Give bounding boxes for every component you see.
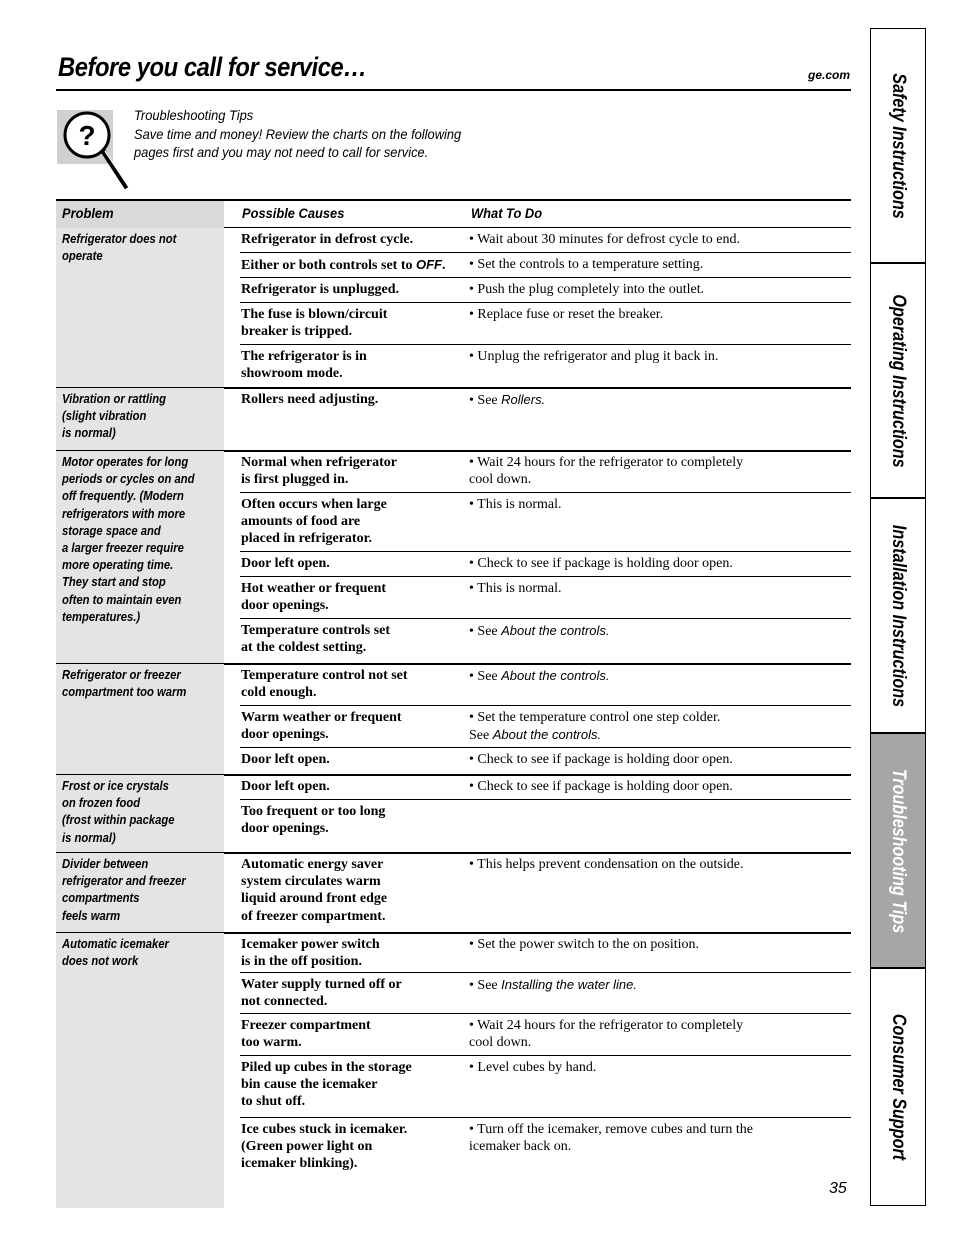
section-reference: Rollers: [501, 392, 542, 407]
possible-cause: Refrigerator in defrost cycle.: [241, 232, 414, 247]
problem-text: Automatic icemaker does not work: [62, 937, 169, 969]
side-tab-safety-instructions[interactable]: [871, 29, 925, 264]
what-to-do-text: • Push the plug completely into the outlet.: [469, 282, 705, 297]
row-divider: [240, 1117, 851, 1118]
what-to-do: [469, 580, 562, 597]
what-to-do-prefix: • See: [469, 669, 502, 684]
row-divider: [240, 576, 851, 577]
intro-line-2: pages first and you may not need to call for service.: [134, 144, 429, 160]
possible-cause: Often occurs when large amounts of food are placed in refrigerator.: [241, 497, 387, 547]
what-to-do-text: • Check to see if package is holding door open.: [469, 752, 733, 767]
section-reference: About the controls: [501, 668, 606, 683]
what-to-do-text: • Check to see if package is holding door open.: [469, 556, 733, 571]
intro-line-1: Save time and money! Review the charts on the following: [134, 125, 462, 142]
problem-text: Motor operates for long periods or cycles on and off frequently. (Modern refrigerators with more storage space and a larger freezer require more operating time. They start and stop often to maintain even temperatures.): [62, 455, 195, 624]
section-reference: About the controls: [501, 623, 606, 638]
possible-cause: Warm weather or frequent door openings.: [241, 710, 402, 743]
possible-cause: Automatic energy saver system circulates warm liquid around front edge of freezer compartment.: [241, 857, 388, 924]
possible-cause: Refrigerator is unplugged.: [241, 282, 400, 297]
possible-cause: The refrigerator is in showroom mode.: [241, 349, 367, 382]
what-to-do: [469, 281, 704, 298]
side-tab-label: Consumer Support: [888, 1013, 909, 1161]
possible-cause: Ice cubes stuck in icemaker. (Green power light on icemaker blinking).: [241, 1122, 408, 1172]
row-divider: [240, 747, 851, 748]
what-to-do-text: • Set the controls to a temperature setting.: [469, 257, 704, 272]
what-to-do: [469, 496, 562, 513]
what-to-do: [469, 1121, 753, 1155]
problem-text: Divider between refrigerator and freezer compartments feels warm: [62, 857, 186, 923]
problem-cell-bg: [56, 933, 224, 1208]
header-what-to-do: What To Do: [471, 205, 543, 221]
what-to-do-text: • Set the power switch to the on position.: [469, 937, 700, 952]
what-to-do-prefix: See: [469, 728, 493, 744]
what-to-do: [469, 622, 610, 640]
what-to-do-text: • Replace fuse or reset the breaker.: [469, 307, 664, 322]
section-tabs: [870, 28, 926, 1206]
what-to-do-text: • This is normal.: [469, 581, 562, 596]
page-number: 35: [829, 1180, 847, 1197]
possible-cause: Too frequent or too long door openings.: [241, 804, 386, 837]
what-to-do: [469, 454, 743, 488]
possible-cause: Piled up cubes in the storage bin cause the icemaker to shut off.: [241, 1060, 412, 1110]
side-tab-installation-instructions[interactable]: [871, 499, 925, 734]
row-divider: [240, 551, 851, 552]
row-divider: [240, 972, 851, 973]
side-tab-label: Troubleshooting Tips: [888, 768, 909, 933]
row-divider: [240, 277, 851, 278]
svg-text:?: ?: [78, 120, 96, 151]
what-to-do-text: • Wait 24 hours for the refrigerator to completely cool down.: [469, 1018, 744, 1051]
what-to-do-text: • Wait about 30 minutes for defrost cycle to end.: [469, 232, 741, 247]
possible-cause: The fuse is blown/circuit breaker is tripped.: [241, 307, 388, 340]
side-tab-troubleshooting-tips[interactable]: [871, 734, 925, 969]
what-to-do-text: • Set the temperature control one step colder.: [469, 710, 721, 725]
what-to-do: [469, 936, 699, 953]
side-tab-label: Installation Instructions: [888, 524, 909, 707]
header-rule: [56, 89, 851, 91]
row-divider: [240, 302, 851, 303]
what-to-do: [469, 231, 740, 248]
what-to-do: [469, 976, 637, 994]
what-to-do: [469, 555, 733, 572]
possible-cause: Freezer compartment too warm.: [241, 1018, 371, 1051]
possible-cause: Rollers need adjusting.: [241, 392, 379, 407]
what-to-do-text: • Wait 24 hours for the refrigerator to completely cool down.: [469, 455, 744, 488]
magnifier-question-icon: [57, 108, 133, 190]
what-to-do: [469, 306, 663, 323]
side-tab-label: Operating Instructions: [888, 293, 909, 468]
problem-text: Frost or ice crystals on frozen food (frost within package is normal): [62, 779, 175, 845]
what-to-do: [469, 856, 743, 873]
what-to-do-prefix: • See: [469, 393, 502, 408]
what-to-do: [469, 709, 720, 744]
possible-cause: Either or both controls set to OFF.: [241, 257, 446, 273]
what-to-do: [469, 1017, 743, 1051]
possible-cause: Icemaker power switch is in the off position.: [241, 937, 380, 970]
site-url: ge.com: [807, 68, 850, 82]
reference-period: .: [541, 392, 546, 407]
possible-cause: Temperature controls set at the coldest setting.: [241, 623, 391, 656]
table-header: [56, 199, 851, 228]
possible-cause: Temperature control not set cold enough.: [241, 668, 408, 701]
row-divider: [240, 705, 851, 706]
possible-cause: Water supply turned off or not connected.: [241, 977, 402, 1010]
what-to-do-text: • Check to see if package is holding door open.: [469, 779, 733, 794]
what-to-do-text: • This is normal.: [469, 497, 562, 512]
row-divider: [240, 799, 851, 800]
header-problem: Problem: [62, 205, 114, 221]
problem-text: Refrigerator or freezer compartment too warm: [62, 668, 187, 700]
possible-cause: Door left open.: [241, 779, 330, 794]
what-to-do: [469, 391, 545, 409]
side-tab-consumer-support[interactable]: [871, 969, 925, 1205]
header-possible-causes: Possible Causes: [242, 205, 345, 221]
intro-heading: Troubleshooting Tips: [134, 107, 254, 123]
reference-period: .: [605, 623, 610, 638]
problem-text: Vibration or rattling (slight vibration is normal): [62, 392, 166, 441]
page-title: Before you call for service…: [58, 52, 367, 82]
what-to-do-text: • Unplug the refrigerator and plug it back in.: [469, 349, 719, 364]
possible-cause: Door left open.: [241, 556, 330, 571]
row-divider: [240, 1055, 851, 1056]
reference-period: .: [605, 668, 610, 683]
what-to-do: [469, 751, 733, 768]
section-reference: Installing the water line: [501, 977, 634, 992]
what-to-do: [469, 348, 718, 365]
row-divider: [240, 492, 851, 493]
row-divider: [240, 252, 851, 253]
what-to-do: [469, 1059, 596, 1076]
side-tab-operating-instructions[interactable]: [871, 264, 925, 499]
what-to-do: [469, 256, 703, 273]
possible-cause: Normal when refrigerator is first plugged in.: [241, 455, 398, 488]
what-to-do-prefix: • See: [469, 978, 502, 993]
what-to-do: [469, 778, 733, 795]
reference-period: .: [597, 727, 602, 743]
possible-cause: Hot weather or frequent door openings.: [241, 581, 387, 614]
row-divider: [240, 1013, 851, 1014]
row-divider: [240, 344, 851, 345]
what-to-do-text: • Turn off the icemaker, remove cubes and turn the icemaker back on.: [469, 1122, 754, 1155]
what-to-do: [469, 667, 610, 685]
what-to-do-text: • Level cubes by hand.: [469, 1060, 597, 1075]
problem-text: Refrigerator does not operate: [62, 232, 177, 264]
row-divider: [240, 618, 851, 619]
reference-period: .: [633, 977, 637, 992]
section-reference: About the controls: [492, 727, 598, 743]
what-to-do-prefix: • See: [469, 624, 502, 639]
possible-cause: Door left open.: [241, 752, 330, 767]
what-to-do-text: • This helps prevent condensation on the outside.: [469, 857, 744, 872]
side-tab-label: Safety Instructions: [888, 72, 909, 219]
intro-text: [134, 106, 461, 162]
